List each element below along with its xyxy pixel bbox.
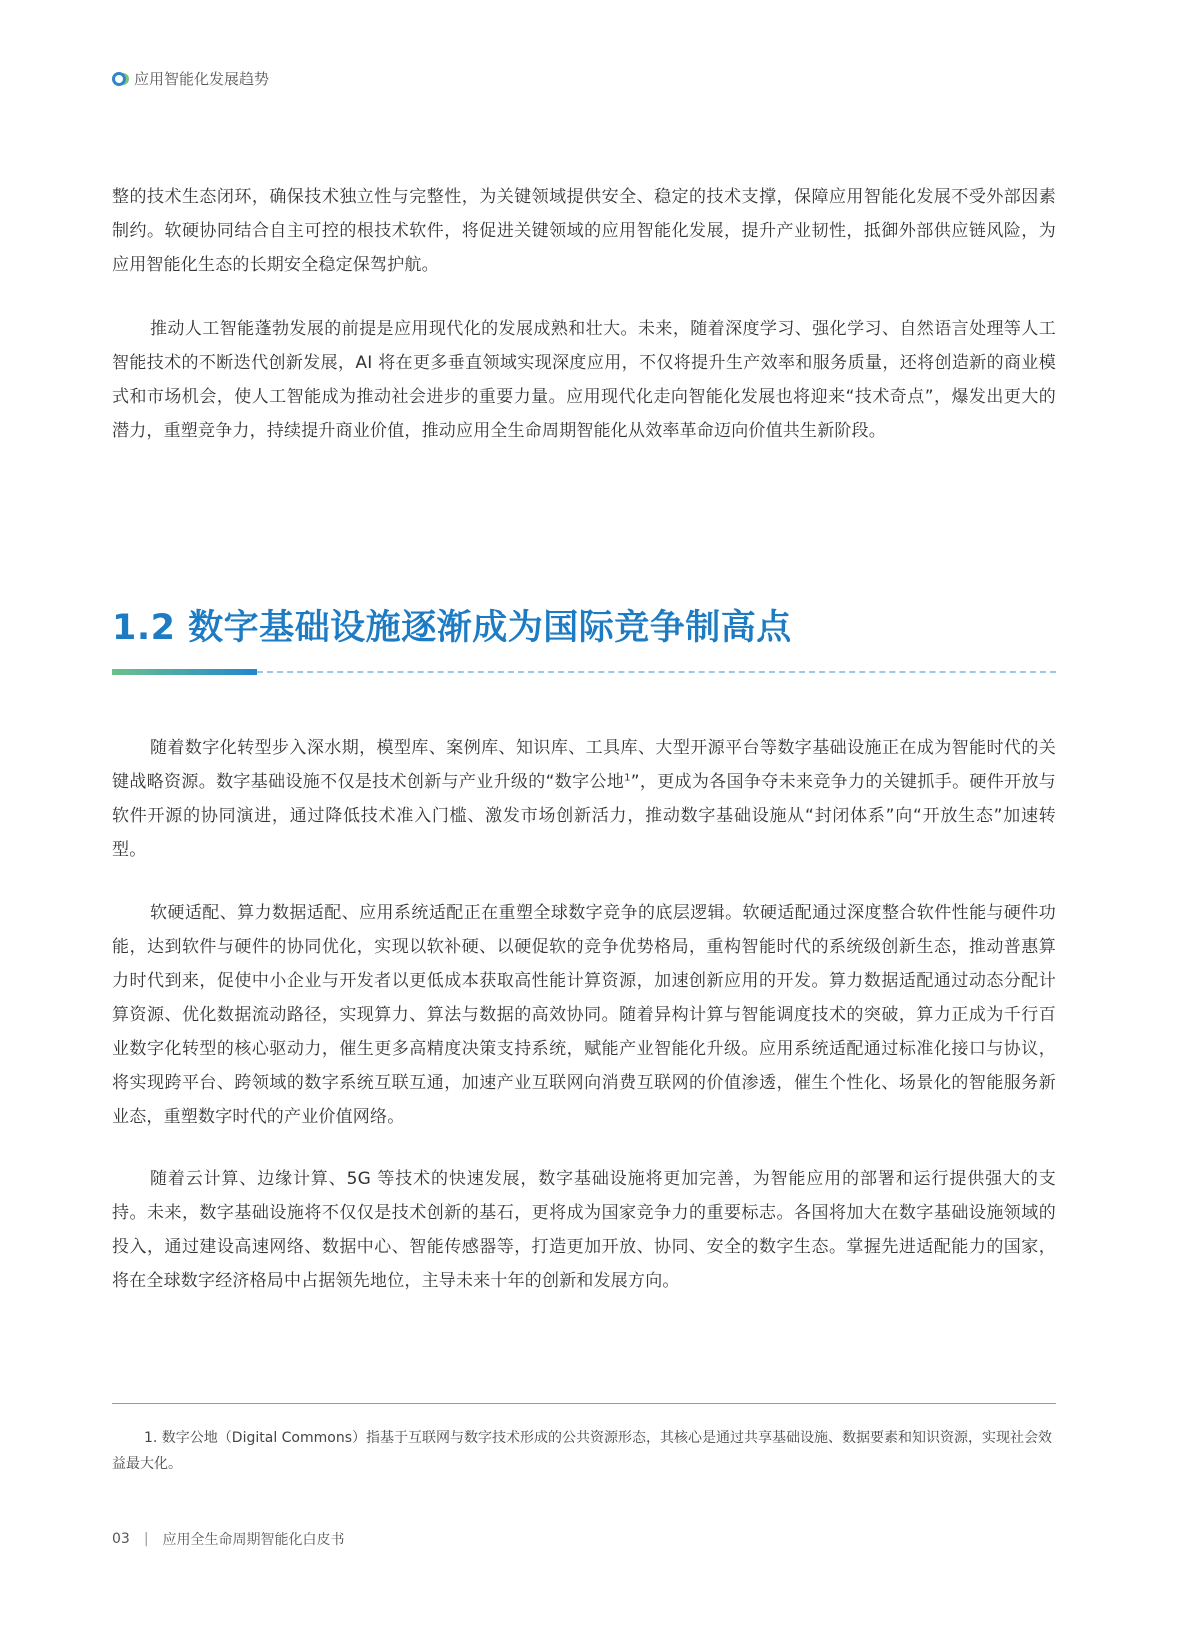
footnote-divider [112,1403,1056,1404]
heading-underline [112,669,1056,675]
paragraph-3-part-2: ”，更成为各国争夺未来竞争力的关键抓手。硬件开放与软件开源的协同演进，通过降低技术准入门槛、激发市场创新活力，推动数字基础设施从“封闭体系”向“开放生态”加速转型。 [112,772,1056,860]
footer-book-title: 应用全生命周期智能化白皮书 [162,1532,345,1548]
paragraph-2: 推动人工智能蓬勃发展的前提是应用现代化的发展成熟和壮大。未来，随着深度学习、强化学习、自然语言处理等人工智能技术的不断迭代创新发展，AI 将在更多垂直领域实现深度应用，不仅将提升生产效率和服务质量，还将创造新的商业模式和市场机会，使人工智能成为推动社会进步的重要力量。应用现代化走向智能化发展也将迎来“技术奇点”，爆发出更大的潜力，重塑竞争力，持续提升商业价值，推动应用全生命周期智能化从效率革命迈向价值共生新阶段。 [112,319,1056,441]
paragraph-3-part-1: 随着数字化转型步入深水期，模型库、案例库、知识库、工具库、大型开源平台等数字基础设施正在成为智能时代的关键战略资源。数字基础设施不仅是技术创新与产业升级的“数字公地 [112,738,1056,792]
running-header [112,68,269,89]
paragraph-5: 随着云计算、边缘计算、5G 等技术的快速发展，数字基础设施将更加完善，为智能应用的部署和运行提供强大的支持。未来，数字基础设施将不仅仅是技术创新的基石，更将成为国家竞争力的重要标志。各国将加大在数字基础设施领域的投入，通过建设高速网络、数据中心、智能传感器等，打造更加开放、协同、安全的数字生态。掌握先进适配能力的国家，将在全球数字经济格局中占据领先地位，主导未来十年的创新和发展方向。 [112,1169,1056,1291]
heading-underline-dashed [257,671,1056,673]
circle-logo-icon [112,72,126,86]
page-footer [112,1529,345,1549]
paragraph-3 [112,731,1056,867]
page-number: 03 [112,1531,130,1547]
heading-underline-accent [112,669,257,675]
footnote-ref[interactable]: 1 [624,772,631,784]
paragraph-1: 整的技术生态闭环，确保技术独立性与完整性，为关键领域提供安全、稳定的技术支撑，保障应用智能化发展不受外部因素制约。软硬协同结合自主可控的根技术软件，将促进关键领域的应用智能化发展，提升产业韧性，抵御外部供应链风险，为应用智能化生态的长期安全稳定保驾护航。 [112,187,1056,275]
footer-separator: | [143,1531,149,1547]
footnote: 1. 数字公地（Digital Commons）指基于互联网与数字技术形成的公共资源形态，其核心是通过共享基础设施、数据要素和知识资源，实现社会效益最大化。 [112,1430,1053,1472]
running-header-title: 应用智能化发展趋势 [134,70,270,88]
section-heading: 1.2 数字基础设施逐渐成为国际竞争制高点 [112,608,792,648]
paragraph-4: 软硬适配、算力数据适配、应用系统适配正在重塑全球数字竞争的底层逻辑。软硬适配通过深度整合软件性能与硬件功能，达到软件与硬件的协同优化，实现以软补硬、以硬促软的竞争优势格局，重构智能时代的系统级创新生态，推动普惠算力时代到来，促使中小企业与开发者以更低成本获取高性能计算资源，加速创新应用的开发。算力数据适配通过动态分配计算资源、优化数据流动路径，实现算力、算法与数据的高效协同。随着异构计算与智能调度技术的突破，算力正成为千行百业数字化转型的核心驱动力，催生更多高精度决策支持系统，赋能产业智能化升级。应用系统适配通过标准化接口与协议，将实现跨平台、跨领域的数字系统互联互通，加速产业互联网向消费互联网的价值渗透，催生个性化、场景化的智能服务新业态，重塑数字时代的产业价值网络。 [112,903,1056,1127]
